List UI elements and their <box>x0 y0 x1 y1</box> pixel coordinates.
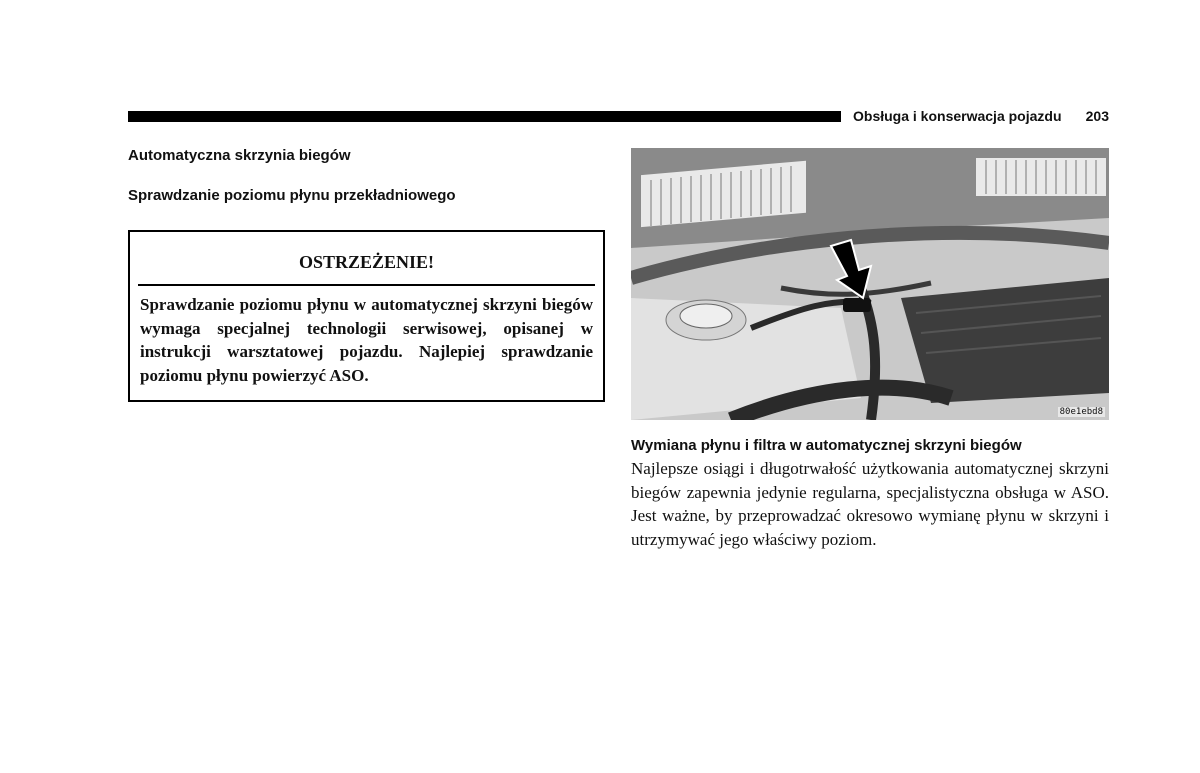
section-heading: Automatyczna skrzynia biegów <box>128 147 351 164</box>
figure-caption: Wymiana płynu i filtra w automatycznej skrzyni biegów <box>631 437 1022 454</box>
warning-box <box>128 230 605 402</box>
warning-text: Sprawdzanie poziomu płynu w automatycznej skrzyni biegów wymaga specjalnej technologii serwisowej, opisanej w instrukcji warsztatowej pojazdu. Najlepiej sprawdzanie poziomu płynu powierzyć ASO. <box>140 295 593 385</box>
figure-code: 80e1ebd8 <box>1059 407 1103 417</box>
subsection-heading: Sprawdzanie poziomu płynu przekładniowego <box>128 187 456 204</box>
header-rule <box>128 111 841 122</box>
engine-bay-figure <box>631 148 1109 420</box>
warning-divider <box>138 284 595 286</box>
engine-bay-illustration <box>631 148 1109 420</box>
body-paragraph: Najlepsze osiągi i długotrwałość użytkowania automatycznej skrzyni biegów zapewnia jedynie regularna, specjalistyczna obsługa w ASO. Jest ważne, by przeprowadzać okresowo wymianę płynu w skrzyni i utrzymywać jego właściwy poziom. <box>631 459 1109 549</box>
page-number: 203 <box>1085 108 1109 124</box>
section-title: Obsługa i konserwacja pojazdu <box>853 108 1062 124</box>
warning-title: OSTRZEŻENIE! <box>298 252 435 272</box>
running-header <box>853 108 1109 124</box>
